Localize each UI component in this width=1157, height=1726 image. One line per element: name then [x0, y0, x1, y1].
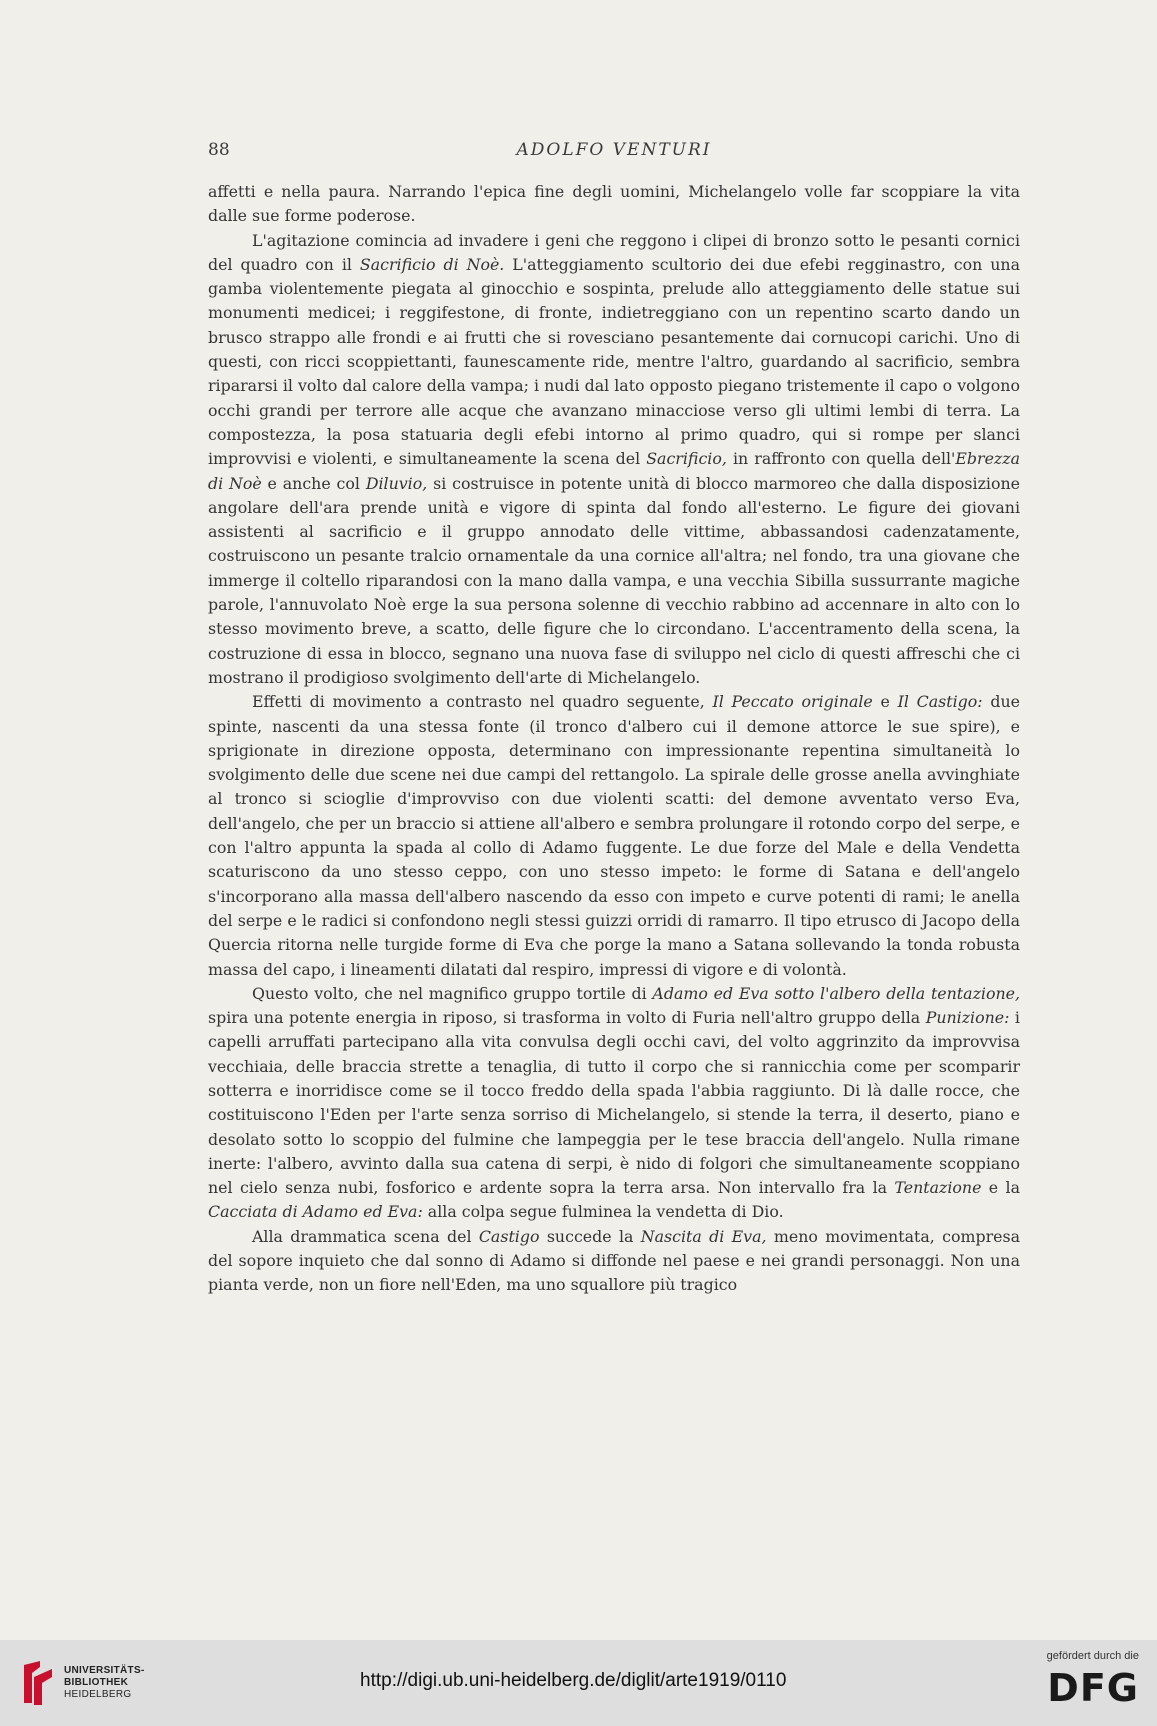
paragraph [208, 180, 1020, 229]
text-run: L'agitazione comincia ad invadere i geni che reggono i clipei di bronzo sotto le pesanti cornici del quadro con il [208, 230, 1020, 274]
text-run: Effetti di movimento a contrasto nel quadro seguente, [252, 692, 713, 712]
text-run: e la [981, 1178, 1020, 1198]
text-run: Alla drammatica scena del [252, 1226, 479, 1246]
page-number: 88 [208, 140, 230, 160]
italic-title: Punizione: [925, 1008, 1010, 1028]
dfg-funding [1009, 1650, 1139, 1720]
text-run: Questo volto, che nel magnifico gruppo tortile di [252, 983, 653, 1003]
text-run: L'atteggiamento scultorio dei due efebi regginastro, con una gamba violentemente piegata al ginocchio e sospinta, prelude allo atteggiamento delle statue sui monumenti medicei; i reggifestone, di fronte, indietreggiano con un repentino scarto dando un brusco strappo alle frondi e ai frutti che si rovesciano pesantemente dai cornucopi carichi. Uno di questi, con ricci scoppiettanti, faunescamente ride, mentre l'altro, guardando al sacrificio, sembra ripararsi il volto dal calore della vampa; i nudi dal lato opposto piegano tristemente il capo o volgono occhi grandi per terrore alle acque che avanzano minacciose verso gli ultimi lembi di terra. La compostezza, la posa statuaria degli efebi intorno al primo quadro, qui si rompe per slanci improvvisi e violenti, e simultaneamente la scena del [208, 254, 1020, 469]
library-line-1: UNIVERSITÄTS- [64, 1665, 145, 1676]
text-run: in raffronto con quella dell' [726, 449, 956, 469]
permalink-url[interactable]: http://digi.ub.uni-heidelberg.de/diglit/arte1919/0110 [360, 1670, 787, 1691]
library-line-3: HEIDELBERG [64, 1689, 132, 1700]
dfg-logo[interactable]: DFG [1047, 1666, 1139, 1710]
running-head [208, 140, 1020, 162]
funding-caption: gefördert durch die [1046, 1650, 1139, 1662]
text-run: due spinte, nascenti da una stessa fonte (il tronco d'albero cui il demone attorce le sue spire), e sprigionate in direzione opposta, determinano con impressionante repentina simultaneità lo svolgimento delle due scene nei due campi del rettangolo. La spirale delle grosse anella avvinghiate al tronco si scioglie d'improvviso con due violenti scatti: del demone avventato verso Eva, dell'angelo, che per un braccio si attiene all'albero e sembra prolungare il rotondo corpo del serpe, e con l'altro appunta la spada al collo di Adamo fuggente. Le due forze del Male e della Vendetta scaturiscono da uno stesso ceppo, con uno stesso impeto: le forme di Satana e dell'angelo s'incorporano alla massa dell'albero nascendo da esso con impeto e curve potenti di rami; le anella del serpe e le radici si confondono negli stessi guizzi orridi di ramarro. Il tipo etrusco di Jacopo della Quercia ritorna nelle turgide forme di Eva che porge la mano a Satana sollevando la tonda robusta massa del capo, i lineamenti dilatati dal respiro, impressi di vigore e di volontà. [208, 692, 1020, 979]
header-title: ADOLFO VENTURI [516, 140, 712, 160]
italic-title: Cacciata di Adamo ed Eva: [208, 1202, 423, 1222]
italic-title: Il Peccato originale [712, 692, 873, 712]
italic-title: Adamo ed Eva sotto l'albero della tentazione, [652, 983, 1021, 1003]
text-run: e [872, 692, 898, 712]
italic-title: Nascita di Eva, [640, 1226, 767, 1246]
italic-title: Ebrezza di Noè [208, 449, 1020, 493]
text-run: alla colpa segue fulminea la vendetta di Dio. [422, 1202, 784, 1222]
university-library-logo[interactable] [20, 1659, 150, 1709]
text-run: spira una potente energia in riposo, si trasforma in volto di Furia nell'altro gruppo della [208, 1008, 926, 1028]
text-run: si costruisce in potente unità di blocco marmoreo che dalla disposizione angolare dell'ara prende unità e vigore di spinta dal fondo all'esterno. Le figure dei giovani assistenti al sacrificio e il gruppo annodato delle vittime, abbassandosi cadenzatamente, costruiscono un pesante tralcio ornamentale da una cornice all'altra; nel fondo, tra una giovane che immerge il coltello riparandosi con la mano dalla vampa, e una vecchia Sibilla sussurrante magiche parole, l'annuvolato Noè erge la sua persona solenne di vecchio rabbino ad accennare in alto con lo stesso movimento breve, a scatto, delle figure che lo circondano. L'accentramento della scena, la costruzione di essa in blocco, segnano una nuova fase di sviluppo nel ciclo di questi affreschi che ci mostrano il prodigioso svolgimento dell'arte di Michelangelo. [208, 473, 1020, 687]
italic-title: Diluvio, [365, 473, 428, 493]
text-run: meno movimentata, compresa del sopore inquieto che dal sonno di Adamo si diffonde nel paese e nei grandi personaggi. Non una pianta verde, non un fiore nell'Eden, ma uno squallore più tragico [208, 1226, 1020, 1295]
italic-title: Sacrificio, [646, 449, 727, 469]
italic-title: Tentazione [894, 1178, 982, 1198]
library-line-2: BIBLIOTHEK [64, 1677, 129, 1688]
italic-title: Il Castigo: [897, 692, 983, 712]
text-run: succede la [539, 1226, 641, 1246]
paragraph [208, 982, 1020, 1225]
italic-title: Castigo [478, 1226, 540, 1246]
library-name [64, 1665, 145, 1701]
text-run: affetti e nella paura. Narrando l'epica fine degli uomini, Michelangelo volle far scoppiare la vita dalle sue forme poderose. [208, 182, 1020, 226]
library-emblem-icon [20, 1659, 56, 1707]
footer-bar [0, 1640, 1157, 1726]
paragraph [208, 1225, 1020, 1298]
paragraph [208, 229, 1020, 691]
italic-title: Sacrificio di Noè. [359, 254, 505, 274]
paragraph [208, 690, 1020, 982]
text-run: i capelli arruffati partecipano alla vita convulsa degli occhi cavi, del volto aggrinzito da improvvisa vecchiaia, delle braccia strette a tenaglia, di tutto il corpo che si rannicchia come per scomparir sotterra e inorridisce come se il tocco freddo della spada l'abbia raggiunto. Di là dalle rocce, che costituiscono l'Eden per l'arte senza sorriso di Michelangelo, si stende la terra, il deserto, piano e desolato sotto lo scoppio del fulmine che lampeggia per le tese braccia dell'angelo. Nulla rimane inerte: l'albero, avvinto dalla sua catena di serpi, è nido di folgori che simultaneamente scoppiano nel cielo senza nubi, fosforico e ardente sopra la terra arsa. Non intervallo fra la [208, 1008, 1020, 1198]
text-run: e anche col [261, 473, 366, 493]
body-text [208, 180, 1020, 1298]
